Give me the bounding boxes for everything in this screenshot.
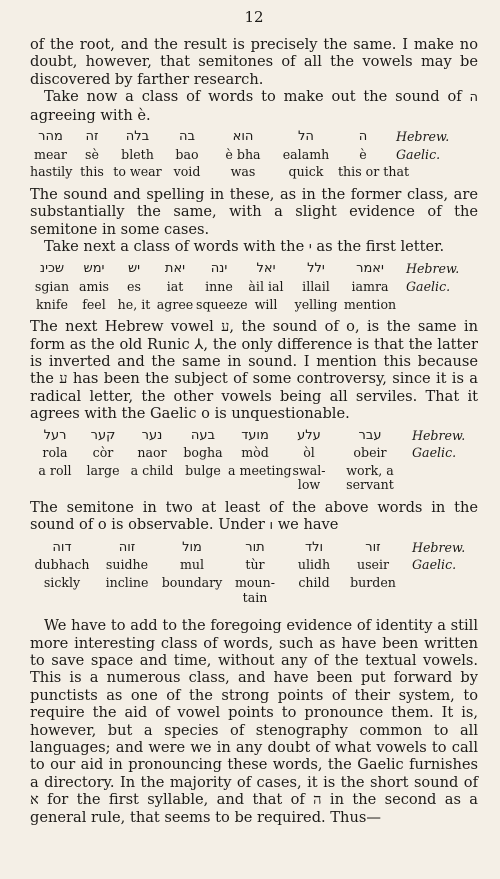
english-word: yelling [294, 296, 338, 312]
gaelic-word: obeir [353, 445, 387, 461]
english-word: was [230, 164, 256, 180]
gaelic-word: sè [85, 146, 99, 162]
gaelic-word: còr [92, 445, 114, 461]
page-number: 12 [244, 8, 264, 26]
english-word: mention [343, 296, 397, 312]
empty-cell [398, 298, 468, 313]
gaelic-word: dubhach [34, 557, 90, 573]
hebrew-word: יאת [164, 261, 186, 277]
language-label-gaelic: Gaelic. [396, 146, 441, 162]
empty-cell [404, 464, 470, 493]
gaelic-word: mòd [241, 445, 269, 461]
gaelic-word: bleth [121, 146, 154, 162]
english-word: he, it [117, 296, 151, 312]
language-label-hebrew: Hebrew. [396, 129, 450, 145]
paragraph-7: We have to add to the foregoing evidence of identity a still more interesting class of words, such as have been written to save space and time, without any of the textual vowels. This is a numerous class, and have been put forward by punctists as one of the strong points of their system, to require the aid of vowel points to pronounce them. It is, however, but a species of stenography common to all languages; and were we in any doubt of what vowels to call to our aid in pronouncing these words, the Gaelic furnishes a directory. In the majority of cases, it is the short sound of א for the first syllable, and that of ה in the second as a general rule, that seems to be required. Thus— [30, 617, 478, 826]
hebrew-word: יאמר [356, 261, 384, 277]
gaelic-word: sgian [34, 279, 70, 295]
gaelic-word: è [359, 146, 367, 162]
gaelic-word: mul [179, 557, 205, 573]
english-word: squeeze [196, 296, 248, 312]
paragraph-6 [30, 499, 478, 535]
paragraph-4 [30, 238, 478, 256]
hebrew-word: מועד [241, 427, 269, 443]
hebrew-word: זור [365, 539, 381, 555]
hebrew-word: זה [85, 129, 99, 145]
english-word: swal-low [292, 462, 326, 493]
hebrew-letter-vav: ו [269, 518, 274, 534]
hebrew-word: ולד [304, 539, 324, 555]
hebrew-word: יש [127, 261, 141, 277]
hebrew-word: מהר [38, 129, 63, 145]
language-label-gaelic: Gaelic. [412, 557, 457, 573]
english-word: feel [82, 296, 106, 312]
english-word: child [298, 575, 330, 591]
english-word: this or that [338, 164, 410, 180]
english-word: bulge [185, 462, 221, 478]
paragraph-4-text-b: as the first letter. [316, 238, 445, 256]
hebrew-word: הוא [232, 129, 254, 145]
paragraph-2 [30, 88, 478, 124]
hebrew-word: ינה [210, 261, 228, 277]
word-table-2 [30, 262, 478, 312]
hebrew-letter-he: ה [469, 90, 479, 106]
english-word: work, a servant [346, 462, 394, 493]
english-word: incline [105, 575, 149, 591]
gaelic-word: amis [79, 279, 109, 295]
gaelic-word: iat [166, 279, 184, 295]
hebrew-word: בה [178, 129, 195, 145]
english-word: this [80, 164, 104, 180]
language-label-gaelic: Gaelic. [406, 279, 451, 295]
english-word: a meeting [228, 462, 292, 478]
english-word: moun-tain [234, 575, 275, 605]
language-label-hebrew: Hebrew. [406, 261, 460, 277]
english-word: large [86, 462, 120, 478]
gaelic-word: òl [303, 445, 315, 461]
empty-cell [388, 165, 460, 180]
english-word: sickly [43, 575, 81, 591]
hebrew-word: ימש [83, 261, 105, 277]
empty-cell [404, 576, 478, 605]
paragraph-1: of the root, and the result is precisely the same. I make no doubt, however, that semitones of all the vowels may be discovered by farther research. [30, 36, 478, 88]
hebrew-word: ה [358, 129, 368, 145]
gaelic-word: ealamh [282, 146, 330, 162]
english-word: burden [350, 575, 396, 591]
paragraph-3: The sound and spelling in these, as in the former class, are substantially the same, with a slight evidence of the semitone in some cases. [30, 185, 478, 238]
gaelic-word: illail [302, 279, 330, 295]
gaelic-word: rola [42, 445, 68, 461]
hebrew-word: קער [90, 427, 116, 443]
english-word: knife [36, 296, 68, 312]
hebrew-word: תור [245, 539, 265, 555]
word-table-3 [30, 429, 478, 493]
gaelic-word: inne [205, 279, 233, 295]
word-table-1 [30, 130, 478, 180]
hebrew-word: בלה [125, 129, 150, 145]
hebrew-word: שכינ [39, 261, 65, 277]
gaelic-word: è bha [225, 146, 261, 162]
language-label-hebrew: Hebrew. [412, 427, 466, 443]
gaelic-word: iamra [351, 279, 389, 295]
hebrew-word: ילל [307, 261, 325, 277]
gaelic-word: suidhe [105, 557, 149, 573]
hebrew-word: יאל [256, 261, 276, 277]
english-word: a child [130, 462, 174, 478]
english-word: hastily [30, 164, 73, 180]
gaelic-word: àil ial [248, 279, 284, 295]
english-word: a roll [38, 462, 72, 478]
hebrew-word: מול [182, 539, 202, 555]
english-word: will [254, 296, 278, 312]
gaelic-word: bao [175, 146, 199, 162]
hebrew-word: נער [141, 427, 163, 443]
gaelic-word: naor [137, 445, 167, 461]
hebrew-word: רעל [43, 427, 67, 443]
paragraph-5: The next Hebrew vowel ע, the sound of o, is the same in form as the old Runic ⅄, the only difference is that the latter is inverted and the same in sound. I mention this because the ע has been the subject of some controversy, since it is a radical letter, the other vowels being all serviles. That it agrees with the Gaelic o is unquestionable. [30, 318, 479, 423]
hebrew-letter-yod: י [308, 240, 312, 256]
hebrew-word: עלע [297, 427, 321, 443]
hebrew-word: דוה [52, 539, 72, 555]
gaelic-word: es [127, 279, 141, 295]
paragraph-4-text-a: Take next a class of words with the [44, 238, 305, 256]
hebrew-word: הל [298, 129, 314, 145]
gaelic-word: ulidh [297, 557, 331, 573]
paragraph-6-text-a: The semitone in two at least of the above words in the sound of o is observable. Under [30, 499, 478, 534]
gaelic-word: bogha [183, 445, 223, 461]
english-word: quick [288, 164, 324, 180]
paragraph-2-text-b: agreeing with è. [30, 106, 151, 124]
english-word: boundary [161, 575, 223, 591]
hebrew-word: עבר [358, 427, 382, 443]
gaelic-word: useir [356, 557, 390, 573]
paragraph-2-text-a: Take now a class of words to make out the sound of [44, 88, 462, 106]
english-word: agree [156, 296, 194, 312]
english-word: to wear [113, 164, 162, 180]
gaelic-word: mear [34, 146, 67, 162]
english-word: void [173, 164, 201, 180]
language-label-hebrew: Hebrew. [412, 539, 466, 555]
hebrew-word: בעה [190, 427, 216, 443]
gaelic-word: tùr [245, 557, 265, 573]
hebrew-word: זוה [118, 539, 136, 555]
word-table-4 [30, 541, 478, 605]
language-label-gaelic: Gaelic. [412, 445, 457, 461]
paragraph-6-text-b: we have [277, 516, 339, 534]
